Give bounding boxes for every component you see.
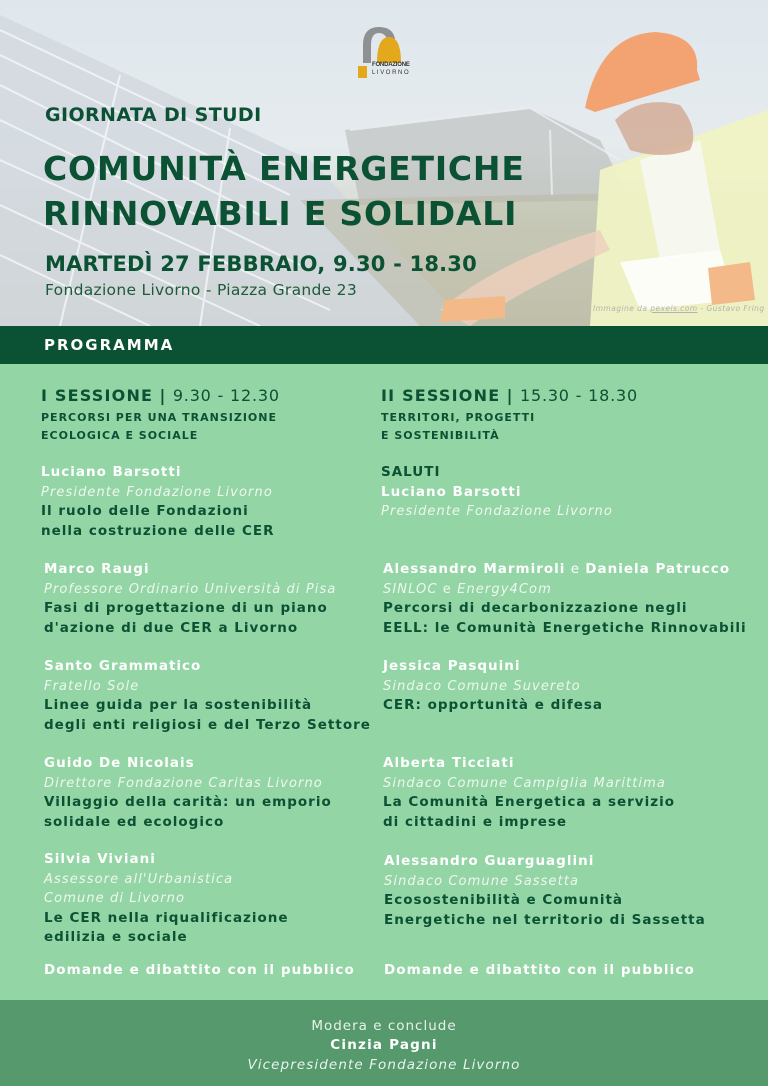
- qa-session-1: Domande e dibattito con il pubblico: [44, 962, 355, 978]
- speaker-name: Luciano Barsotti: [41, 464, 182, 480]
- talk-item: [44, 657, 371, 735]
- credit-prefix: Immagine da: [593, 304, 651, 313]
- speaker-name: Marco Raugi: [44, 561, 150, 577]
- session-2: [381, 386, 761, 445]
- talk-topic-line: Il ruolo delle Fondazioni: [41, 503, 249, 519]
- logo-line2: LIVORNO: [372, 70, 411, 76]
- talk-topic-line: d'azione di due CER a Livorno: [44, 619, 299, 636]
- speaker-role: Sindaco Comune Suvereto: [383, 678, 581, 694]
- session-2-separator: |: [506, 386, 514, 405]
- speaker-name-b: Daniela Patrucco: [585, 561, 731, 577]
- talk-item: [44, 754, 332, 832]
- moderator-footer: [0, 1000, 768, 1086]
- programma-heading: PROGRAMMA: [44, 336, 175, 354]
- event-kicker: GIORNATA DI STUDI: [45, 104, 262, 126]
- speaker-roles: [383, 580, 747, 600]
- talk-item: [41, 463, 275, 541]
- session-2-label: II SESSIONE: [381, 386, 501, 405]
- hero-banner: [0, 0, 768, 326]
- event-venue: Fondazione Livorno - Piazza Grande 23: [45, 281, 358, 299]
- session-2-title: [381, 386, 761, 405]
- joiner: e: [565, 561, 586, 577]
- speaker-role: Assessore all'Urbanistica: [44, 871, 234, 887]
- speaker-name: Jessica Pasquini: [383, 658, 521, 674]
- talk-item: [383, 560, 747, 638]
- talk-item: [384, 852, 706, 930]
- talk-item: [44, 560, 336, 638]
- speaker-names: [383, 560, 747, 580]
- speaker-role: Comune di Livorno: [44, 891, 186, 906]
- speaker-name: Alberta Ticciati: [383, 755, 515, 771]
- moderator-name: Cinzia Pagni: [330, 1037, 438, 1053]
- qa-session-2: Domande e dibattito con il pubblico: [384, 962, 695, 978]
- talk-topic-line: Linee guida per la sostenibilità: [44, 697, 313, 713]
- speaker-role: Fratello Sole: [44, 678, 140, 694]
- talk-topic-line: Energetiche nel territorio di Sassetta: [384, 911, 706, 928]
- credit-suffix: - Gustavo Fring: [697, 304, 765, 313]
- session-1-label: I SESSIONE: [41, 386, 154, 405]
- speaker-name: Santo Grammatico: [44, 658, 202, 674]
- moderator-label: Modera e conclude: [311, 1018, 457, 1034]
- talk-topic-line: La Comunità Energetica a servizio: [383, 794, 675, 810]
- event-date: MARTEDÌ 27 FEBBRAIO, 9.30 - 18.30: [45, 252, 477, 276]
- speaker-role: Presidente Fondazione Livorno: [381, 504, 613, 519]
- speaker-role: Sindaco Comune Campiglia Marittima: [383, 775, 666, 791]
- programma-header: [0, 326, 768, 364]
- speaker-role: Presidente Fondazione Livorno: [41, 484, 273, 500]
- speaker-role-b: Energy4Com: [457, 581, 552, 597]
- speaker-role: Professore Ordinario Università di Pisa: [44, 581, 337, 597]
- credit-link[interactable]: pexels.com: [650, 304, 698, 313]
- greeting-label: SALUTI: [381, 464, 441, 480]
- session-1-separator: |: [159, 386, 167, 405]
- session-1: [41, 386, 371, 445]
- session-2-time: 15.30 - 18.30: [519, 386, 638, 405]
- talk-topic-line: solidale ed ecologico: [44, 813, 225, 830]
- talk-item: [383, 657, 603, 716]
- photo-credit: [593, 304, 765, 313]
- session-1-subtitle-line1: PERCORSI PER UNA TRANSIZIONE: [41, 411, 277, 424]
- talk-topic-line: Fasi di progettazione di un piano: [44, 600, 328, 616]
- speaker-role: Sindaco Comune Sassetta: [384, 873, 580, 889]
- talk-topic-line: degli enti religiosi e del Terzo Settore: [44, 716, 371, 733]
- session-2-subtitle-line2: E SOSTENIBILITÀ: [381, 429, 500, 442]
- speaker-role-a: SINLOC: [383, 581, 438, 597]
- talk-topic-line: di cittadini e imprese: [383, 813, 568, 830]
- session-1-time: 9.30 - 12.30: [172, 386, 280, 405]
- session-1-subtitle-line2: ECOLOGICA E SOCIALE: [41, 429, 199, 442]
- talk-topic-line: CER: opportunità e difesa: [383, 697, 604, 713]
- talk-topic-line: Villaggio della carità: un emporio: [44, 794, 332, 810]
- session-1-title: [41, 386, 371, 405]
- speaker-role: Direttore Fondazione Caritas Livorno: [44, 775, 323, 791]
- talk-topic-line: EELL: le Comunità Energetiche Rinnovabili: [383, 619, 747, 636]
- joiner: e: [437, 581, 458, 597]
- session-2-subtitle-line1: TERRITORI, PROGETTI: [381, 411, 536, 424]
- speaker-name-a: Alessandro Marmiroli: [383, 561, 566, 577]
- session-2-subtitle: [381, 409, 761, 445]
- speaker-name: Luciano Barsotti: [381, 483, 522, 500]
- speaker-name: Alessandro Guarguaglini: [384, 853, 595, 869]
- greeting-item: [381, 463, 613, 522]
- event-title-line2: RINNOVABILI E SOLIDALI: [43, 194, 518, 233]
- talk-topic-line: Percorsi di decarbonizzazione negli: [383, 600, 688, 616]
- event-title: [43, 146, 525, 236]
- talk-topic-line: edilizia e sociale: [44, 929, 188, 945]
- logo-wordmark: [372, 62, 410, 76]
- speaker-name: Guido De Nicolais: [44, 755, 195, 771]
- session-1-subtitle: [41, 409, 371, 445]
- moderator-role: Vicepresidente Fondazione Livorno: [247, 1057, 521, 1073]
- talk-topic-line: nella costruzione delle CER: [41, 522, 275, 539]
- talk-topic-line: Ecosostenibilità e Comunità: [384, 892, 624, 908]
- speaker-name: Silvia Viviani: [44, 851, 156, 867]
- logo-line1: FONDAZIONE: [372, 62, 410, 68]
- talk-item: [383, 754, 675, 832]
- talk-topic-line: Le CER nella riqualificazione: [44, 909, 289, 926]
- talk-item: [44, 850, 289, 948]
- event-title-line1: COMUNITÀ ENERGETICHE: [43, 149, 525, 188]
